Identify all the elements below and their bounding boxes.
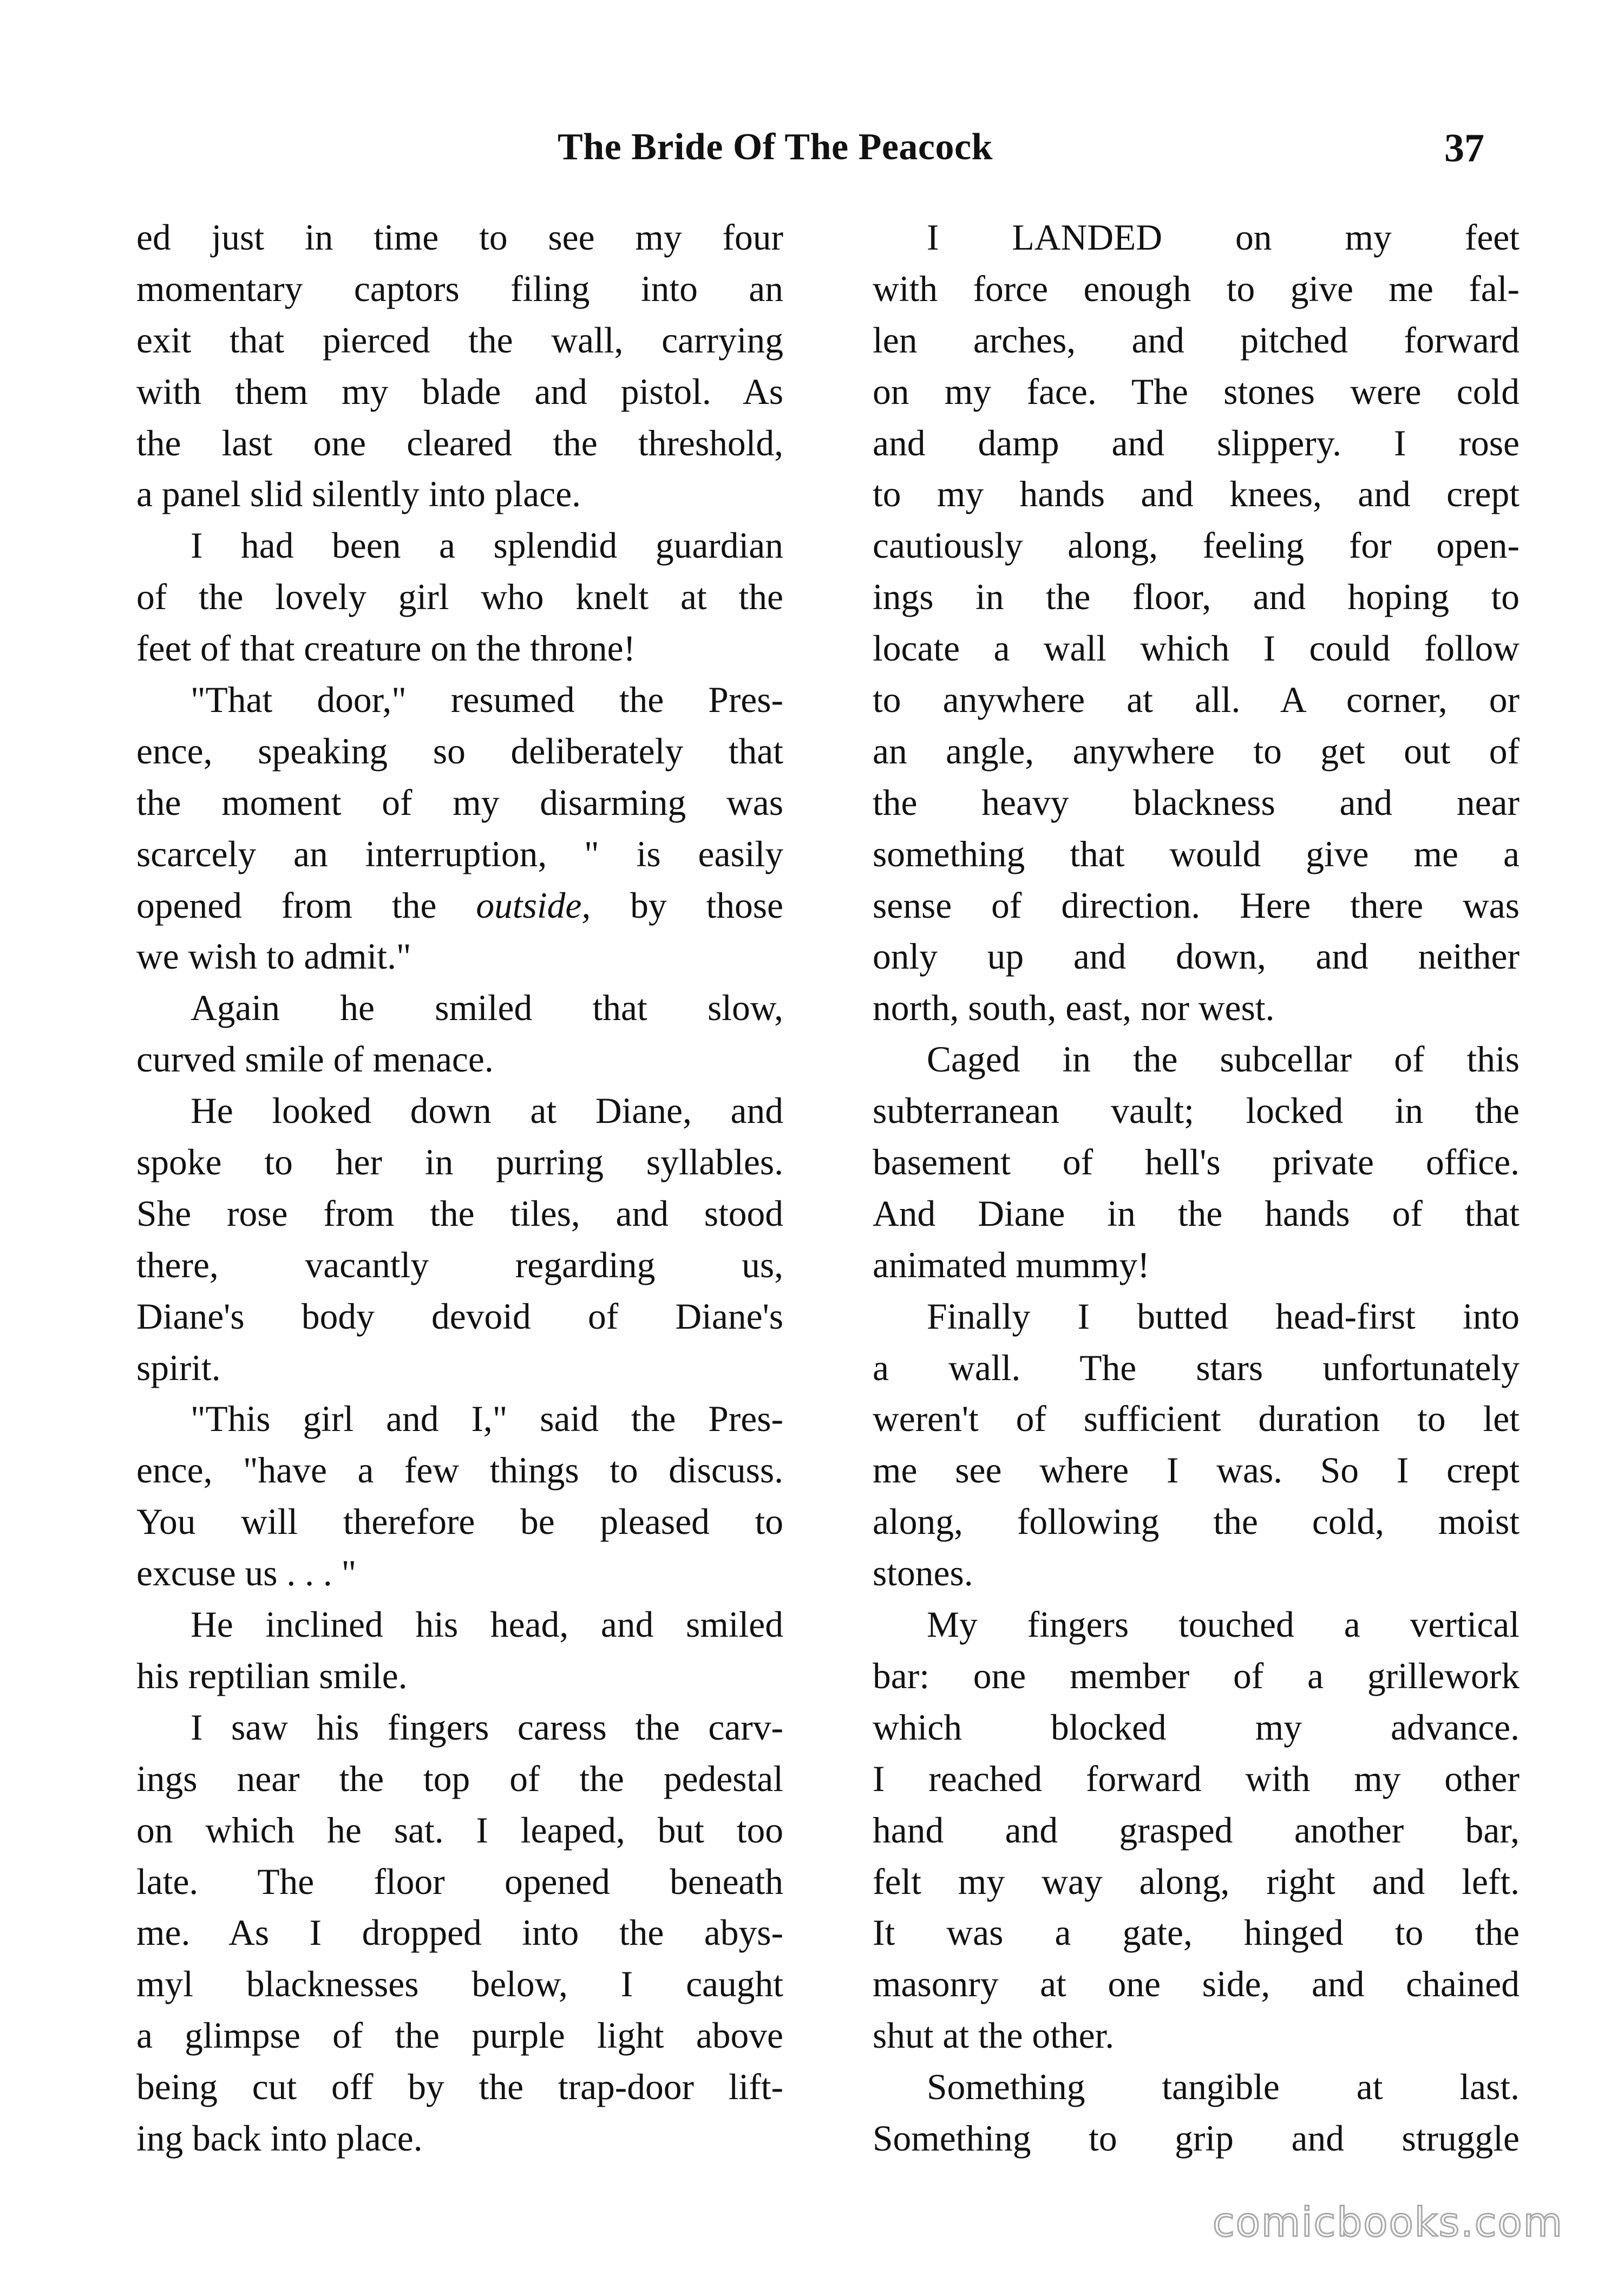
- watermark: comicbooks.com: [1213, 2199, 1563, 2246]
- paragraph: [136, 1599, 783, 1702]
- text-line: I reached forward with my other: [873, 1758, 1520, 1799]
- text-line: cautiously along, feeling for open-: [873, 525, 1520, 566]
- text-line: masonry at one side, and chained: [873, 1964, 1520, 2005]
- text-line: an angle, anywhere to get out of: [873, 730, 1520, 772]
- text-line: opened from the outside, by those: [136, 885, 784, 926]
- text-line: ings in the floor, and hoping to: [873, 577, 1520, 618]
- text-line: we wish to admit.": [136, 936, 411, 977]
- text-line: stones.: [873, 1553, 973, 1594]
- text-line: on which he sat. I leaped, but too: [136, 1809, 783, 1851]
- text-line: locate a wall which I could follow: [873, 628, 1520, 669]
- paragraph: [136, 520, 783, 675]
- text-line: his reptilian smile.: [136, 1655, 408, 1696]
- text-line: I saw his fingers caress the carv-: [191, 1707, 783, 1748]
- text-line: feet of that creature on the throne!: [136, 628, 636, 669]
- right-text-column: [873, 212, 1520, 2165]
- text-line: with them my blade and pistol. As: [136, 371, 783, 412]
- paragraph: [136, 212, 783, 520]
- text-line: Caged in the subcellar of this: [927, 1039, 1520, 1080]
- text-line: and damp and slippery. I rose: [873, 422, 1520, 463]
- paragraph: [136, 983, 783, 1086]
- text-line: sense of direction. Here there was: [873, 885, 1520, 926]
- paragraph: [873, 1291, 1520, 1599]
- text-line: scarcely an interruption, " is easily: [136, 833, 783, 874]
- text-line: animated mummy!: [873, 1244, 1150, 1285]
- text-line: excuse us . . . ": [136, 1553, 357, 1594]
- text-line: shut at the other.: [873, 2015, 1115, 2056]
- text-line: on my face. The stones were cold: [873, 371, 1520, 412]
- text-line: ed just in time to see my four: [136, 217, 783, 258]
- text-line: north, south, east, nor west.: [873, 988, 1275, 1029]
- paragraph: [873, 1599, 1520, 2062]
- text-line: "This girl and I," said the Pres-: [191, 1399, 783, 1440]
- text-line: to my hands and knees, and crept: [873, 474, 1520, 515]
- text-line: a wall. The stars unfortunately: [873, 1347, 1520, 1388]
- left-text-column: [136, 212, 783, 2165]
- text-line: My fingers touched a vertical: [927, 1604, 1520, 1645]
- text-line: He looked down at Diane, and: [191, 1090, 783, 1132]
- text-line: He inclined his head, and smiled: [191, 1604, 783, 1645]
- paragraph: [136, 1702, 783, 2165]
- text-line: only up and down, and neither: [873, 936, 1520, 977]
- text-line: I had been a splendid guardian: [191, 525, 783, 566]
- text-line: ings near the top of the pedestal: [136, 1758, 783, 1799]
- text-line: Something to grip and struggle: [873, 2118, 1520, 2159]
- paragraph: [136, 1086, 783, 1394]
- text-line: spoke to her in purring syllables.: [136, 1142, 783, 1183]
- paragraph: [873, 1034, 1520, 1291]
- text-line: something that would give me a: [873, 833, 1520, 874]
- page-number: 37: [1444, 126, 1484, 171]
- text-line: along, following the cold, moist: [873, 1501, 1520, 1543]
- text-line: ence, "have a few things to discuss.: [136, 1450, 783, 1491]
- text-line: myl blacknesses below, I caught: [136, 1964, 783, 2005]
- paragraph: [873, 212, 1520, 1034]
- text-line: Something tangible at last.: [927, 2067, 1520, 2108]
- text-line: subterranean vault; locked in the: [873, 1090, 1520, 1132]
- paragraph: [873, 2062, 1520, 2165]
- text-line: with force enough to give me fal-: [873, 268, 1520, 309]
- text-line: weren't of sufficient duration to let: [873, 1399, 1520, 1440]
- text-line: Again he smiled that slow,: [191, 988, 783, 1029]
- paragraph: [136, 1394, 783, 1599]
- text-line: being cut off by the trap-door lift-: [136, 2067, 783, 2108]
- text-line: hand and grasped another bar,: [873, 1809, 1520, 1851]
- text-line: spirit.: [136, 1347, 221, 1388]
- text-line: It was a gate, hinged to the: [873, 1912, 1520, 1953]
- text-line: the moment of my disarming was: [136, 782, 783, 823]
- text-line: late. The floor opened beneath: [136, 1861, 783, 1902]
- text-line: a panel slid silently into place.: [136, 474, 581, 515]
- text-line: of the lovely girl who knelt at the: [136, 577, 783, 618]
- text-line: bar: one member of a grillework: [873, 1655, 1520, 1696]
- text-line: "That door," resumed the Pres-: [191, 679, 783, 721]
- text-line: momentary captors filing into an: [136, 268, 783, 309]
- text-line: a glimpse of the purple light above: [136, 2015, 783, 2056]
- paragraph: [136, 675, 783, 983]
- text-line: me. As I dropped into the abys-: [136, 1912, 783, 1953]
- text-line: She rose from the tiles, and stood: [136, 1193, 783, 1234]
- text-line: Finally I butted head-first into: [927, 1296, 1520, 1337]
- text-line: to anywhere at all. A corner, or: [873, 679, 1520, 721]
- text-line: Diane's body devoid of Diane's: [136, 1296, 783, 1337]
- text-line: ence, speaking so deliberately that: [136, 730, 783, 772]
- text-line: the heavy blackness and near: [873, 782, 1520, 823]
- text-line: felt my way along, right and left.: [873, 1861, 1520, 1902]
- text-line: len arches, and pitched forward: [873, 319, 1520, 361]
- text-line: You will therefore be pleased to: [136, 1501, 783, 1543]
- text-line: there, vacantly regarding us,: [136, 1244, 783, 1285]
- text-line: And Diane in the hands of that: [873, 1193, 1520, 1234]
- text-line: which blocked my advance.: [873, 1707, 1520, 1748]
- text-line: me see where I was. So I crept: [873, 1450, 1520, 1491]
- text-line: the last one cleared the threshold,: [136, 422, 783, 463]
- text-line: ing back into place.: [136, 2118, 423, 2159]
- text-line: I LANDED on my feet: [927, 217, 1520, 258]
- text-line: exit that pierced the wall, carrying: [136, 319, 783, 361]
- text-line: basement of hell's private office.: [873, 1142, 1520, 1183]
- text-line: curved smile of menace.: [136, 1039, 494, 1080]
- running-title: The Bride Of The Peacock: [558, 126, 993, 168]
- page-header: [0, 126, 1624, 185]
